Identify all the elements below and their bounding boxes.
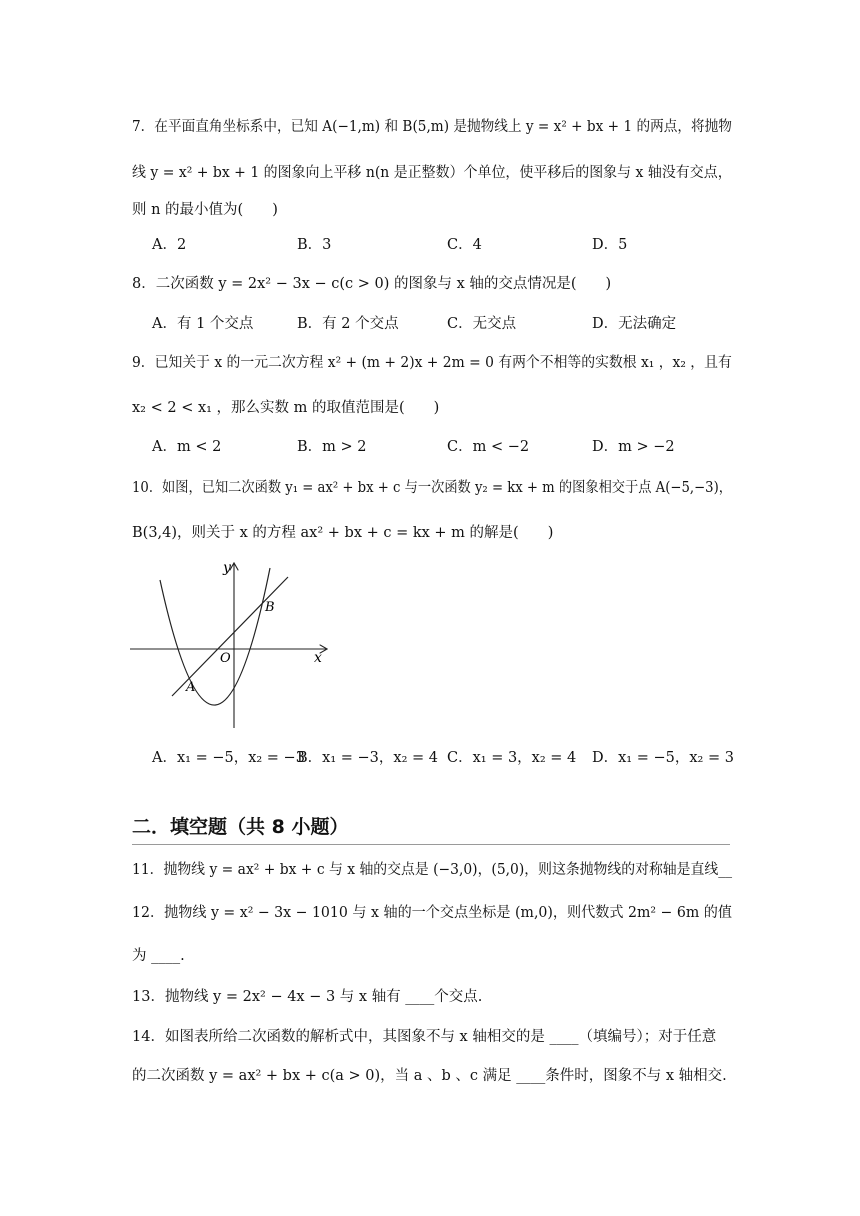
section-title: 二．填空题（共 8 小题） — [132, 816, 349, 838]
q7-line-1: 7．在平面直角坐标系中，已知 A(−1,m) 和 B(5,m) 是抛物线上 y = x² + bx + 1 的两点，将抛物 — [132, 119, 732, 135]
q10-option-c: C．x₁ = 3，x₂ = 4 — [447, 750, 577, 766]
q9-option-b: B．m > 2 — [297, 439, 367, 455]
section-divider — [132, 844, 730, 845]
q13-line-1: 13．抛物线 y = 2x² − 4x − 3 与 x 轴有 ____个交点. — [132, 989, 483, 1005]
q9-line-2: x₂ < 2 < x₁ ，那么实数 m 的取值范围是( ) — [132, 400, 440, 416]
q10-option-a: A．x₁ = −5，x₂ = −3 — [152, 750, 305, 766]
q9-option-c: C．m < −2 — [447, 439, 530, 455]
q7-line-3: 则 n 的最小值为( ) — [132, 202, 278, 218]
q7-option-a: A．2 — [152, 237, 187, 253]
point-a-label: A — [186, 680, 196, 695]
q8-option-a: A．有 1 个交点 — [152, 316, 254, 332]
q14-line-2: 的二次函数 y = ax² + bx + c(a > 0)，当 a 、b 、c 满足 ____条件时，图象不与 x 轴相交. — [132, 1068, 727, 1084]
q9-option-d: D．m > −2 — [592, 439, 675, 455]
q8-option-c: C．无交点 — [447, 316, 517, 332]
q8-option-d: D．无法确定 — [592, 316, 677, 332]
x-axis-label: x — [314, 650, 322, 666]
q11-line-1: 11．抛物线 y = ax² + bx + c 与 x 轴的交点是 (−3,0)，(5,0)，则这条抛物线的对称轴是直线__ — [132, 862, 733, 878]
q10-figure — [128, 558, 338, 730]
q9-line-1: 9．已知关于 x 的一元二次方程 x² + (m + 2)x + 2m = 0 有两个不相等的实数根 x₁ ，x₂ ，且有 — [132, 355, 732, 371]
y-axis-label: y — [223, 560, 231, 576]
q10-option-d: D．x₁ = −5，x₂ = 3 — [592, 750, 734, 766]
q8-options — [152, 314, 752, 334]
q8-option-b: B．有 2 个交点 — [297, 316, 399, 332]
q7-option-d: D．5 — [592, 237, 628, 253]
q10-line-2: B(3,4)，则关于 x 的方程 ax² + bx + c = kx + m 的解是( ) — [132, 525, 554, 541]
q7-option-c: C．4 — [447, 237, 482, 253]
q12-line-1: 12．抛物线 y = x² − 3x − 1010 与 x 轴的一个交点坐标是 (m,0)，则代数式 2m² − 6m 的值 — [132, 905, 732, 921]
point-b-label: B — [265, 600, 275, 615]
q10-option-b: B．x₁ = −3，x₂ = 4 — [297, 750, 438, 766]
origin-label: O — [220, 651, 231, 666]
q10-options — [152, 748, 752, 768]
q8-line-1: 8．二次函数 y = 2x² − 3x − c(c > 0) 的图象与 x 轴的交点情况是( ) — [132, 276, 612, 292]
q12-line-2: 为 ____. — [132, 948, 185, 964]
q14-line-1: 14．如图表所给二次函数的解析式中，其图象不与 x 轴相交的是 ____（填编号）；对于任意 — [132, 1029, 717, 1045]
q7-line-2: 线 y = x² + bx + 1 的图象向上平移 n(n 是正整数）个单位，使平移后的图象与 x 轴没有交点， — [132, 165, 732, 181]
q10-line-1: 10．如图，已知二次函数 y₁ = ax² + bx + c 与一次函数 y₂ = kx + m 的图象相交于点 A(−5,−3)， — [132, 480, 732, 496]
straight-line — [172, 577, 288, 696]
q9-options — [152, 437, 752, 457]
q7-options — [152, 235, 752, 255]
parabola-curve — [160, 568, 270, 705]
q7-option-b: B．3 — [297, 237, 332, 253]
q9-option-a: A．m < 2 — [152, 439, 222, 455]
